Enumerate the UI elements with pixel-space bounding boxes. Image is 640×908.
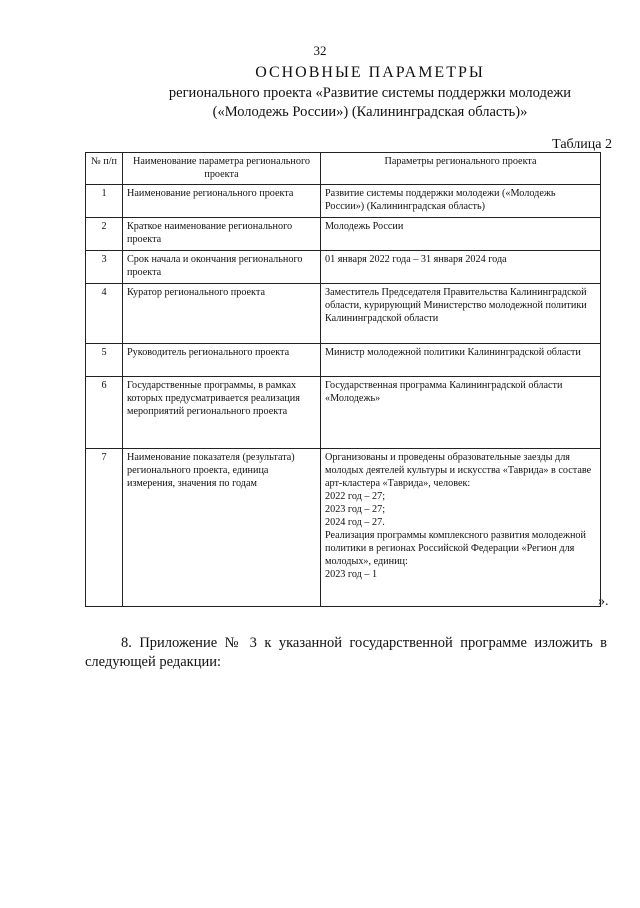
table-row bbox=[86, 218, 601, 251]
row-number: 7 bbox=[86, 449, 123, 607]
program-value-2023: 2023 год – 1 bbox=[325, 569, 378, 580]
page-number: 32 bbox=[313, 43, 327, 58]
program-description: Реализация программы комплексного развития молодежной политики в регионах Российской Федерации «Регион для молодых», единиц: bbox=[325, 530, 586, 567]
row-parameter-name: Наименование регионального проекта bbox=[123, 185, 321, 218]
parameters-table bbox=[85, 152, 601, 607]
table-caption: Таблица 2 bbox=[552, 137, 612, 152]
row-parameter-value: Заместитель Председателя Правительства Калининградской области, курирующий Министерство молодежной политики Калининградской области bbox=[321, 284, 601, 344]
row-parameter-name: Срок начала и окончания регионального проекта bbox=[123, 251, 321, 284]
indicator-value-2023: 2023 год – 27; bbox=[325, 504, 386, 515]
row-number: 2 bbox=[86, 218, 123, 251]
document-title: ОСНОВНЫЕ ПАРАМЕТРЫ bbox=[255, 64, 485, 81]
row-number: 6 bbox=[86, 377, 123, 449]
table-header-row bbox=[86, 153, 601, 185]
closing-quote: ». bbox=[598, 594, 609, 609]
header-parameter-value: Параметры регионального проекта bbox=[321, 153, 601, 185]
row-number: 1 bbox=[86, 185, 123, 218]
row-parameter-name: Куратор регионального проекта bbox=[123, 284, 321, 344]
row-parameter-value bbox=[321, 449, 601, 607]
subtitle-line-2: («Молодежь России») (Калининградская область)» bbox=[212, 104, 528, 120]
row-number: 5 bbox=[86, 344, 123, 377]
indicator-value-2022: 2022 год – 27; bbox=[325, 491, 386, 502]
table-row bbox=[86, 344, 601, 377]
indicator-value-2024: 2024 год – 27. bbox=[325, 517, 385, 528]
row-parameter-value: Развитие системы поддержки молодежи («Молодежь России») (Калининградская область) bbox=[321, 185, 601, 218]
indicator-description: Организованы и проведены образовательные заезды для молодых деятелей культуры и искусства «Таврида» в составе арт-кластера «Таврида», человек: bbox=[325, 452, 592, 489]
table-row bbox=[86, 251, 601, 284]
row-parameter-name: Краткое наименование регионального проекта bbox=[123, 218, 321, 251]
row-number: 4 bbox=[86, 284, 123, 344]
row-number: 3 bbox=[86, 251, 123, 284]
row-parameter-name: Государственные программы, в рамках которых предусматривается реализация мероприятий регионального проекта bbox=[123, 377, 321, 449]
row-parameter-value: Молодежь России bbox=[321, 218, 601, 251]
amendment-paragraph: 8. Приложение № 3 к указанной государственной программе изложить в следующей редакции: bbox=[85, 635, 607, 670]
table-row bbox=[86, 284, 601, 344]
row-parameter-value: Министр молодежной политики Калининградской области bbox=[321, 344, 601, 377]
table-row bbox=[86, 377, 601, 449]
table-row bbox=[86, 185, 601, 218]
row-parameter-name: Руководитель регионального проекта bbox=[123, 344, 321, 377]
subtitle-line-1: регионального проекта «Развитие системы поддержки молодежи bbox=[168, 85, 572, 101]
row-parameter-value: 01 января 2022 года – 31 января 2024 года bbox=[321, 251, 601, 284]
row-parameter-name: Наименование показателя (результата) регионального проекта, единица измерения, значения по годам bbox=[123, 449, 321, 607]
row-parameter-value: Государственная программа Калининградской области «Молодежь» bbox=[321, 377, 601, 449]
header-number: № п/п bbox=[86, 153, 123, 185]
document-subtitle bbox=[70, 84, 640, 122]
header-parameter-name: Наименование параметра регионального проекта bbox=[123, 153, 321, 185]
table-row bbox=[86, 449, 601, 607]
